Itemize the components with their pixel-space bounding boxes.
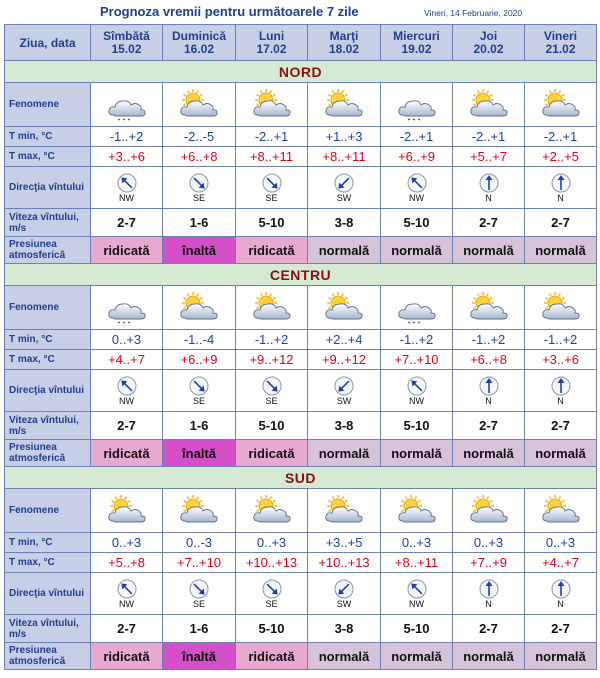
viteza-cell: 1-6 — [163, 412, 236, 440]
viteza-cell: 1-6 — [163, 209, 236, 237]
tmin-cell: 0..+3 — [91, 330, 163, 350]
tmin-cell: 0..+3 — [453, 533, 525, 553]
tmax-cell: +6..+9 — [381, 147, 453, 167]
pressure-cell: normală — [381, 440, 453, 467]
wind-direction-text: SE — [265, 193, 278, 203]
wind-direction-icon — [189, 376, 209, 396]
day-date: 19.02 — [401, 41, 432, 56]
wind-direction-cell — [381, 573, 453, 615]
wind-direction-text: SE — [265, 599, 278, 609]
presiunea-label: Presiunea atmosferică — [5, 440, 91, 467]
pressure-cell: normală — [381, 237, 453, 264]
presiunea-row — [5, 440, 597, 467]
day-name: Joi — [479, 28, 498, 43]
dir-label: Direcţia vîntului — [5, 370, 91, 412]
tmax-row — [5, 553, 597, 573]
viteza-label: Viteza vîntului, m/s — [5, 412, 91, 440]
wind-direction-cell — [163, 370, 236, 412]
day-name: Duminică — [171, 28, 226, 43]
tmin-cell: 0..-3 — [163, 533, 236, 553]
pressure-cell: normală — [308, 440, 381, 467]
wind-direction-text: NW — [409, 193, 424, 203]
viteza-cell: 3-8 — [308, 412, 381, 440]
dir-row — [5, 573, 597, 615]
viteza-cell: 5-10 — [236, 615, 308, 643]
region-name: CENTRU — [5, 264, 597, 286]
tmax-cell: +6..+8 — [163, 147, 236, 167]
cloud-snow-icon — [395, 292, 439, 324]
weather-cell — [308, 286, 381, 330]
region-name: NORD — [5, 61, 597, 83]
wind-direction-cell — [381, 370, 453, 412]
pressure-cell: ridicată — [236, 440, 308, 467]
fenomene-row — [5, 286, 597, 330]
viteza-label: Viteza vîntului, m/s — [5, 209, 91, 237]
viteza-cell: 1-6 — [163, 615, 236, 643]
viteza-cell: 2-7 — [453, 412, 525, 440]
wind-direction-icon — [117, 376, 137, 396]
day-date: 15.02 — [111, 41, 142, 56]
weather-cell — [236, 489, 308, 533]
pressure-cell: normală — [525, 643, 597, 670]
wind-direction-text: N — [485, 396, 492, 406]
wind-direction-icon — [334, 579, 354, 599]
wind-direction-icon — [334, 376, 354, 396]
day-date: 17.02 — [256, 41, 287, 56]
tmin-row — [5, 127, 597, 147]
viteza-cell: 2-7 — [453, 615, 525, 643]
day-header — [525, 25, 597, 61]
region-name: SUD — [5, 467, 597, 489]
issue-date: Vineri, 14 Februarie, 2020 — [424, 8, 523, 18]
pressure-cell: normală — [453, 440, 525, 467]
wind-direction-icon — [407, 376, 427, 396]
viteza-row — [5, 412, 597, 440]
region-row — [5, 61, 597, 83]
tmax-row — [5, 350, 597, 370]
pressure-cell: ridicată — [236, 643, 308, 670]
wind-direction-text: NW — [409, 599, 424, 609]
wind-direction-cell — [236, 370, 308, 412]
wind-direction-icon — [189, 173, 209, 193]
weather-cell — [525, 286, 597, 330]
day-date: 21.02 — [545, 41, 576, 56]
tmin-cell: -1..+2 — [91, 127, 163, 147]
wind-direction-text: SE — [265, 396, 278, 406]
tmax-cell: +5..+7 — [453, 147, 525, 167]
region-row — [5, 264, 597, 286]
wind-direction-cell — [91, 370, 163, 412]
day-date: 20.02 — [473, 41, 504, 56]
tmax-cell: +4..+7 — [525, 553, 597, 573]
wind-direction-text: SW — [336, 193, 352, 203]
sun-cloud-icon — [467, 89, 511, 121]
sun-cloud-icon — [177, 292, 221, 324]
sun-cloud-icon — [250, 495, 294, 527]
wind-direction-text: N — [557, 599, 564, 609]
tmin-cell: -1..-4 — [163, 330, 236, 350]
viteza-cell: 5-10 — [381, 615, 453, 643]
tmin-label: T min, °C — [5, 533, 91, 553]
wind-direction-text: SE — [192, 396, 205, 406]
wind-direction-cell — [236, 167, 308, 209]
wind-direction-icon — [479, 173, 499, 193]
tmax-cell: +7..+9 — [453, 553, 525, 573]
pressure-cell: înaltă — [163, 237, 236, 264]
wind-direction-text: SE — [192, 599, 205, 609]
wind-direction-cell — [308, 167, 381, 209]
pressure-cell: ridicată — [91, 237, 163, 264]
dir-row — [5, 167, 597, 209]
wind-direction-cell — [525, 167, 597, 209]
wind-direction-cell — [236, 573, 308, 615]
weather-cell — [163, 286, 236, 330]
tmax-cell: +5..+8 — [91, 553, 163, 573]
tmax-label: T max, °C — [5, 553, 91, 573]
wind-direction-cell — [308, 573, 381, 615]
wind-direction-cell — [163, 573, 236, 615]
pressure-cell: normală — [525, 237, 597, 264]
tmax-cell: +2..+5 — [525, 147, 597, 167]
wind-direction-text: N — [485, 599, 492, 609]
weather-cell — [236, 286, 308, 330]
sun-cloud-icon — [177, 495, 221, 527]
weather-cell — [381, 83, 453, 127]
sun-cloud-icon — [250, 292, 294, 324]
tmax-cell: +10..+13 — [236, 553, 308, 573]
tmin-row — [5, 533, 597, 553]
weather-cell — [163, 83, 236, 127]
header-label: Ziua, data — [5, 25, 91, 61]
tmax-cell: +6..+8 — [453, 350, 525, 370]
wind-direction-icon — [189, 579, 209, 599]
sun-cloud-icon — [467, 495, 511, 527]
tmin-label: T min, °C — [5, 330, 91, 350]
day-date: 16.02 — [183, 41, 215, 56]
wind-direction-icon — [262, 579, 282, 599]
day-name: Vineri — [543, 28, 578, 43]
tmin-cell: +1..+3 — [308, 127, 381, 147]
day-header — [308, 25, 381, 61]
tmin-cell: 0..+3 — [381, 533, 453, 553]
dir-row — [5, 370, 597, 412]
sun-cloud-icon — [250, 89, 294, 121]
viteza-cell: 2-7 — [453, 209, 525, 237]
tmax-cell: +8..+11 — [236, 147, 308, 167]
cloud-snow-icon — [105, 89, 149, 121]
pressure-cell: ridicată — [236, 237, 308, 264]
fenomene-row — [5, 83, 597, 127]
viteza-cell: 2-7 — [525, 209, 597, 237]
weather-cell — [91, 83, 163, 127]
tmin-row — [5, 330, 597, 350]
pressure-cell: normală — [453, 643, 525, 670]
tmin-cell: -2..+1 — [236, 127, 308, 147]
cloud-snow-icon — [395, 89, 439, 121]
tmin-cell: -1..+2 — [381, 330, 453, 350]
tmin-cell: 0..+3 — [236, 533, 308, 553]
pressure-cell: normală — [381, 643, 453, 670]
wind-direction-cell — [163, 167, 236, 209]
weather-cell — [163, 489, 236, 533]
wind-direction-cell — [453, 573, 525, 615]
tmin-cell: 0..+3 — [525, 533, 597, 553]
day-date: 18.02 — [328, 41, 360, 56]
wind-direction-icon — [262, 173, 282, 193]
presiunea-row — [5, 643, 597, 670]
day-name: Marţi — [329, 28, 359, 43]
pressure-cell: normală — [525, 440, 597, 467]
sun-cloud-icon — [467, 292, 511, 324]
day-name: Miercuri — [393, 28, 440, 43]
wind-direction-text: NW — [119, 396, 134, 406]
presiunea-row — [5, 237, 597, 264]
wind-direction-icon — [407, 173, 427, 193]
viteza-cell: 5-10 — [381, 412, 453, 440]
weather-cell — [525, 489, 597, 533]
weather-cell — [453, 489, 525, 533]
wind-direction-text: NW — [409, 396, 424, 406]
wind-direction-icon — [117, 173, 137, 193]
weather-cell — [91, 489, 163, 533]
wind-direction-cell — [308, 370, 381, 412]
pressure-cell: ridicată — [91, 440, 163, 467]
viteza-cell: 2-7 — [91, 615, 163, 643]
wind-direction-cell — [91, 573, 163, 615]
wind-direction-icon — [262, 376, 282, 396]
tmax-cell: +8..+11 — [308, 147, 381, 167]
tmax-cell: +3..+6 — [91, 147, 163, 167]
wind-direction-icon — [551, 579, 571, 599]
tmin-cell: -2..-5 — [163, 127, 236, 147]
weather-cell — [525, 83, 597, 127]
tmin-cell: -2..+1 — [453, 127, 525, 147]
weather-cell — [236, 83, 308, 127]
tmax-cell: +4..+7 — [91, 350, 163, 370]
wind-direction-icon — [407, 579, 427, 599]
sun-cloud-icon — [539, 292, 583, 324]
tmax-cell: +7..+10 — [381, 350, 453, 370]
wind-direction-text: SW — [336, 396, 352, 406]
wind-direction-cell — [91, 167, 163, 209]
wind-direction-icon — [551, 376, 571, 396]
tmin-cell: -1..+2 — [236, 330, 308, 350]
region-row — [5, 467, 597, 489]
weather-cell — [308, 489, 381, 533]
tmax-cell: +9..+12 — [236, 350, 308, 370]
sun-cloud-icon — [539, 89, 583, 121]
wind-direction-cell — [525, 370, 597, 412]
viteza-cell: 5-10 — [381, 209, 453, 237]
sun-cloud-icon — [539, 495, 583, 527]
wind-direction-icon — [479, 376, 499, 396]
wind-direction-cell — [381, 167, 453, 209]
sun-cloud-icon — [322, 292, 366, 324]
viteza-row — [5, 615, 597, 643]
tmin-cell: -1..+2 — [453, 330, 525, 350]
dir-label: Direcţia vîntului — [5, 573, 91, 615]
tmax-row — [5, 147, 597, 167]
cloud-snow-icon — [105, 292, 149, 324]
fenomene-label: Fenomene — [5, 489, 91, 533]
viteza-cell: 2-7 — [525, 615, 597, 643]
forecast-table — [4, 24, 597, 670]
wind-direction-text: NW — [119, 193, 134, 203]
wind-direction-text: N — [557, 396, 564, 406]
viteza-label: Viteza vîntului, m/s — [5, 615, 91, 643]
tmax-cell: +8..+11 — [381, 553, 453, 573]
tmax-label: T max, °C — [5, 350, 91, 370]
tmin-cell: -2..+1 — [381, 127, 453, 147]
sun-cloud-icon — [322, 89, 366, 121]
tmax-cell: +10..+13 — [308, 553, 381, 573]
header-row — [5, 25, 597, 61]
pressure-cell: normală — [453, 237, 525, 264]
wind-direction-cell — [525, 573, 597, 615]
presiunea-label: Presiunea atmosferică — [5, 643, 91, 670]
fenomene-label: Fenomene — [5, 286, 91, 330]
wind-direction-icon — [551, 173, 571, 193]
wind-direction-icon — [117, 579, 137, 599]
presiunea-label: Presiunea atmosferică — [5, 237, 91, 264]
weather-cell — [453, 286, 525, 330]
weather-cell — [381, 286, 453, 330]
tmin-cell: +2..+4 — [308, 330, 381, 350]
sun-cloud-icon — [322, 495, 366, 527]
viteza-cell: 5-10 — [236, 412, 308, 440]
viteza-cell: 2-7 — [91, 209, 163, 237]
day-header — [163, 25, 236, 61]
fenomene-label: Fenomene — [5, 83, 91, 127]
tmax-label: T max, °C — [5, 147, 91, 167]
pressure-cell: înaltă — [163, 643, 236, 670]
day-header — [91, 25, 163, 61]
sun-cloud-icon — [395, 495, 439, 527]
pressure-cell: ridicată — [91, 643, 163, 670]
tmax-cell: +7..+10 — [163, 553, 236, 573]
pressure-cell: normală — [308, 237, 381, 264]
day-header — [453, 25, 525, 61]
day-header — [381, 25, 453, 61]
wind-direction-text: SW — [336, 599, 352, 609]
pressure-cell: normală — [308, 643, 381, 670]
tmin-label: T min, °C — [5, 127, 91, 147]
tmin-cell: +3..+5 — [308, 533, 381, 553]
viteza-cell: 3-8 — [308, 209, 381, 237]
viteza-cell: 3-8 — [308, 615, 381, 643]
weather-cell — [308, 83, 381, 127]
sun-cloud-icon — [105, 495, 149, 527]
wind-direction-cell — [453, 370, 525, 412]
weather-cell — [381, 489, 453, 533]
fenomene-row — [5, 489, 597, 533]
tmax-cell: +6..+9 — [163, 350, 236, 370]
viteza-row — [5, 209, 597, 237]
sun-cloud-icon — [177, 89, 221, 121]
tmin-cell: 0..+3 — [91, 533, 163, 553]
pressure-cell: înaltă — [163, 440, 236, 467]
weather-cell — [453, 83, 525, 127]
viteza-cell: 2-7 — [525, 412, 597, 440]
day-header — [236, 25, 308, 61]
tmin-cell: -1..+2 — [525, 330, 597, 350]
page-title: Prognoza vremii pentru următoarele 7 zile — [100, 4, 359, 19]
viteza-cell: 2-7 — [91, 412, 163, 440]
tmax-cell: +9..+12 — [308, 350, 381, 370]
tmin-cell: -2..+1 — [525, 127, 597, 147]
wind-direction-icon — [479, 579, 499, 599]
weather-cell — [91, 286, 163, 330]
dir-label: Direcţia vîntului — [5, 167, 91, 209]
day-name: Sîmbătă — [103, 28, 150, 43]
wind-direction-icon — [334, 173, 354, 193]
wind-direction-text: N — [557, 193, 564, 203]
viteza-cell: 5-10 — [236, 209, 308, 237]
wind-direction-text: N — [485, 193, 492, 203]
tmax-cell: +3..+6 — [525, 350, 597, 370]
wind-direction-text: SE — [192, 193, 205, 203]
wind-direction-cell — [453, 167, 525, 209]
wind-direction-text: NW — [119, 599, 134, 609]
day-name: Luni — [258, 28, 285, 43]
